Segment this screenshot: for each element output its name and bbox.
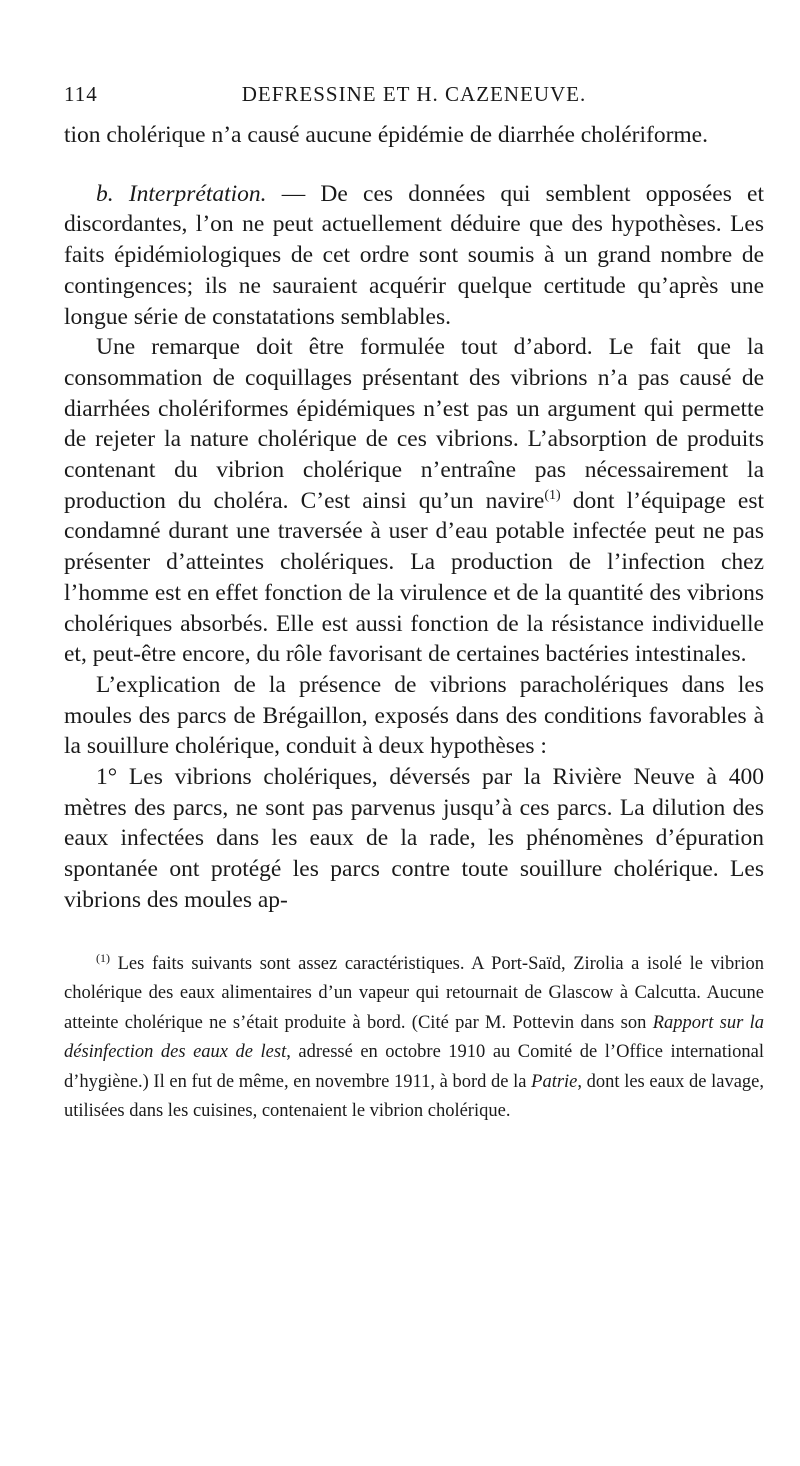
book-page xyxy=(64,82,764,1127)
paragraph-4: L’explication de la présence de vibrions paracholériques dans les moules des parcs de Brégaillon, exposés dans des conditions favorables à la souillure cholérique, conduit à deux hypothèses : xyxy=(64,671,764,760)
running-header xyxy=(64,82,764,112)
footnote-text-1: Les faits suivants sont assez caractéristiques. A Port-Saïd, Zirolia a isolé le vibrion cholérique des eaux alimentaires d’un vapeur qui retournait de Glascow à Calcutta. Aucune atteinte cholérique ne s’était produite à bord. (Cité par M. Pottevin dans son xyxy=(64,953,764,1033)
paragraph-5: 1° Les vibrions cholériques, déversés par la Rivière Neuve à 400 mètres des parcs, ne sont pas parvenus jusqu’à ces parcs. La dilution des eaux infectées dans les eaux de la rade, les phénomènes d’épuration spontanée ont protégé les parcs contre toute souillure cholérique. Les vibrions des moules ap- xyxy=(64,764,764,913)
footnote-ship-name: Patrie xyxy=(531,1071,578,1092)
footnote-reference[interactable]: (1) xyxy=(544,487,561,503)
footnote-text-2: , adressé en octobre 1910 au Comité de l’Office international d’hygiène.) Il en fut de même, en novembre 1911, à bord de la xyxy=(64,1042,764,1092)
paragraph-1: tion cholérique n’a causé aucune épidémie de diarrhée cholériforme. xyxy=(64,122,708,148)
paragraph-2-text: — De ces données qui semblent opposées et discordantes, l’on ne peut actuellement déduire que des hypothèses. Les faits épidémiologiques de cet ordre sont soumis à un grand nombre de contingences; ils ne sauraient acquérir quelque certitude qu’après une longue série de constatations semblables. xyxy=(64,180,764,330)
section-heading: b. Interprétation. xyxy=(96,180,267,207)
footnote-block xyxy=(64,950,764,1127)
paragraph-3-text-b: dont l’équipage est condamné durant une traversée à user d’eau potable infectée peut ne pas présenter d’atteintes cholériques. La production de l’infection chez l’homme est en effet fonction de la virulence et de la quantité des vibrions cholériques absorbés. Elle est aussi fonction de la résistance individuelle et, peut-être encore, du rôle favorisant de certaines bactéries intestinales. xyxy=(64,487,764,668)
footnote-marker: (1) xyxy=(96,950,110,965)
footnote-text-3: , dont les eaux de lavage, utilisées dans les cuisines, contenaient le vibrion cholérique. xyxy=(64,1071,764,1122)
paragraph-3 xyxy=(64,332,764,670)
footnote-report-title: Rapport sur la désinfection des eaux de lest xyxy=(64,1012,765,1063)
paragraph-3-text-a: Une remarque doit être formulée tout d’abord. Le fait que la consommation de coquillages présentant des vibrions n’a pas causé de diarrhées cholériformes épidémiques n’est pas un argument qui permette de rejeter la nature cholérique de ces vibrions. L’absorption de produits contenant du vibrion cholérique n’entraîne pas nécessairement la production du choléra. C’est ainsi qu’un navire xyxy=(64,334,764,514)
main-text xyxy=(64,120,764,916)
footnote xyxy=(64,950,764,1127)
running-title: DEFRESSINE ET H. CAZENEUVE. xyxy=(241,82,587,106)
paragraph-2 xyxy=(64,179,764,333)
page-number: 114 xyxy=(64,82,98,106)
